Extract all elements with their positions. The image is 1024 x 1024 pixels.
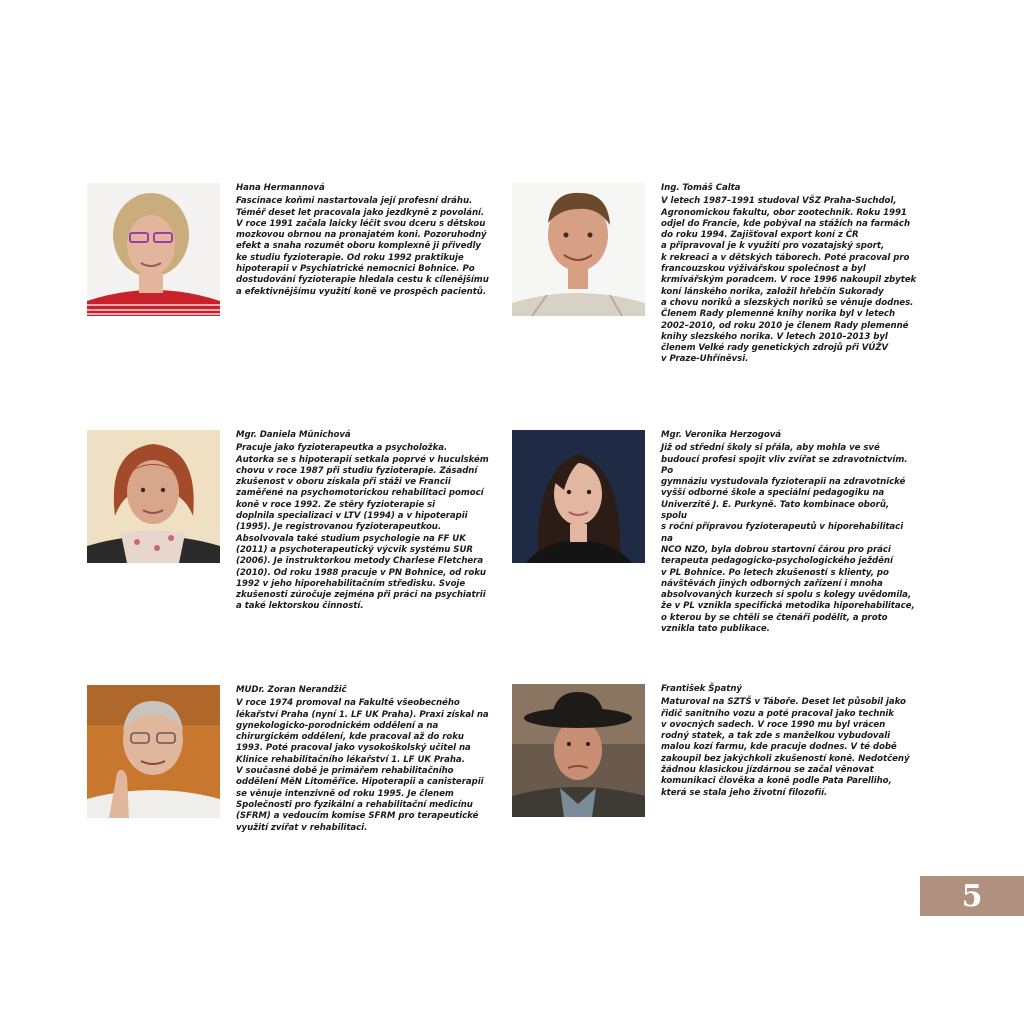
portrait-photo	[87, 183, 220, 316]
page-number: 5	[920, 876, 1024, 916]
bio-herzogova	[512, 430, 917, 635]
bio-paragraph: Již od střední školy si přála, aby mohla ve své budoucí profesi spojit vliv zvířat se zdravotnictvím. Po gymnáziu vystudovala fyzioterapii na zdravotnické vyšší odborné škole a speciální pedagogiku na Univerzitě J. E. Purkyně. Tato kombinace oborů, spolu s roční přípravou fyzioterapeutů v hiporehabilitaci na NCO NZO, byla dobrou startovní čárou pro práci terapeuta pedagogicko-psychologického ježdění v PL Bohnice. Po letech zkušeností s klienty, po návštěvách jiných odborných zařízení i mnoha absolvovaných kurzech si spolu s kolegy uvědomila, že v PL vznikla specifická metodika hiporehabilitace, o kterou by se chtěli se čtenáři podělit, a proto vznikla tato publikace.	[661, 443, 915, 635]
portrait-photo	[87, 430, 220, 563]
portrait-photo	[512, 183, 645, 316]
bio-text	[236, 430, 492, 613]
bio-text	[236, 183, 492, 316]
bio-spatny	[512, 684, 917, 817]
person-name: MUDr. Zoran Nerandžič	[236, 685, 347, 695]
bio-paragraph: Fascinace koňmi nastartovala její profesní dráhu. Téměř deset let pracovala jako jezdkyně z povolání. V roce 1991 začala laicky léčit svou dceru s dětskou mozkovou obrnou na pronajatém koni. Pozoruhodný efekt a snaha rozumět oboru komplexně ji přivedly ke studiu fyzioterapie. Od roku 1992 praktikuje hipoterapii v Psychiatrické nemocnici Bohnice. Po dostudování fyzioterapie hledala cestu k cílenějšímu a efektivnějšímu využití koně ve prospěch pacientů.	[236, 196, 489, 297]
person-name: Ing. Tomáš Calta	[661, 183, 741, 193]
bio-text	[661, 430, 917, 635]
bio-paragraph: Pracuje jako fyzioterapeutka a psycholožka. Autorka se s hipoterapií setkala poprvé v huculském chovu v roce 1987 při studiu fyzioterapie. Zásadní zkušenost v oboru získala při stáži ve Francii zaměřené na psychomotorickou rehabilitaci pomocí koně v roce 1992. Ze stěry fyzioterapie si doplnila specializaci v LTV (1994) a v hipoterapii (1995). Je registrovanou fyzioterapeutkou. Absolvovala také studium psychologie na FF UK (2011) a psychoterapeutický výcvik systému SUR (2006). Je instruktorkou metody Charlese Fletchera (2010). Od roku 1988 pracuje v PN Bohnice, od roku 1992 v jeho hiporehabilitačním středisku. Svoje zkušenosti zúročuje zejména při práci na psychiatrii a také lektorskou činností.	[236, 443, 489, 612]
bio-nerandzic	[87, 685, 492, 834]
portrait-photo	[87, 685, 220, 818]
bio-paragraph: V letech 1987–1991 studoval VŠZ Praha-Suchdol, Agronomickou fakultu, obor zootechnik. Roku 1991 odjel do Francie, kde pobýval na stážích na farmách do roku 1994. Zajišťoval export koní z ČR a připravoval je k využití pro vozatajský sport, k rekreaci a v dětských táborech. Poté pracoval pro francouzskou výživářskou společnost a byl krmivářským poradcem. V roce 1996 nakoupil zbytek koní lánského norika, založil hřebčín Sukorady a chovu noriků a slezských noriků se věnuje dodnes. Členem Rady plemenné knihy norika byl v letech 2002–2010, od roku 2010 je členem Rady plemenné knihy slezského norika. V letech 2010–2013 byl členem Velké rady genetických zdrojů při VÚŽV v Praze-Uhříněvsi.	[661, 196, 917, 365]
bio-text	[661, 183, 917, 366]
bio-text	[236, 685, 492, 834]
person-name: Mgr. Daniela Münichová	[236, 430, 351, 440]
bio-paragraph: Maturoval na SZTŠ v Táboře. Deset let působil jako řidič sanitního vozu a poté pracoval jako technik v ovocných sadech. V roce 1990 mu byl vrácen rodný statek, a tak zde s manželkou vybudovali malou kozí farmu, kde pracuje dodnes. V té době zakoupil bez jakýchkoli zkušeností koně. Nedotčený žádnou klasickou jízdárnou se začal věnovat komunikaci člověka a koně podle Pata Parelliho, která se stala jeho životní filozofií.	[661, 697, 910, 798]
portrait-photo	[512, 430, 645, 563]
bio-text	[661, 684, 917, 817]
person-name: Mgr. Veronika Herzogová	[661, 430, 782, 440]
person-name: Hana Hermannová	[236, 183, 325, 193]
bio-hermannova	[87, 183, 492, 316]
portrait-photo	[512, 684, 645, 817]
bio-paragraph: V roce 1974 promoval na Fakultě všeobecného lékařství Praha (nyní 1. LF UK Praha). Praxi získal na gynekologicko-porodnickém oddělení a na chirurgickém oddělení, kde pracoval až do roku 1993. Poté pracoval jako vysokoškolský učitel na Klinice rehabilitačního lékařství 1. LF UK Praha. V současné době je primářem rehabilitačního oddělení MěN Litoměřice. Hipoterapii a canisterapii se věnuje intenzivně od roku 1995. Je členem Společnosti pro fyzikální a rehabilitační medicínu (SFRM) a vedoucím komise SFRM pro terapeutické využití zvířat v rehabilitaci.	[236, 698, 489, 833]
bio-munichova	[87, 430, 492, 613]
bio-calta	[512, 183, 917, 366]
person-name: František Špatný	[661, 684, 742, 694]
